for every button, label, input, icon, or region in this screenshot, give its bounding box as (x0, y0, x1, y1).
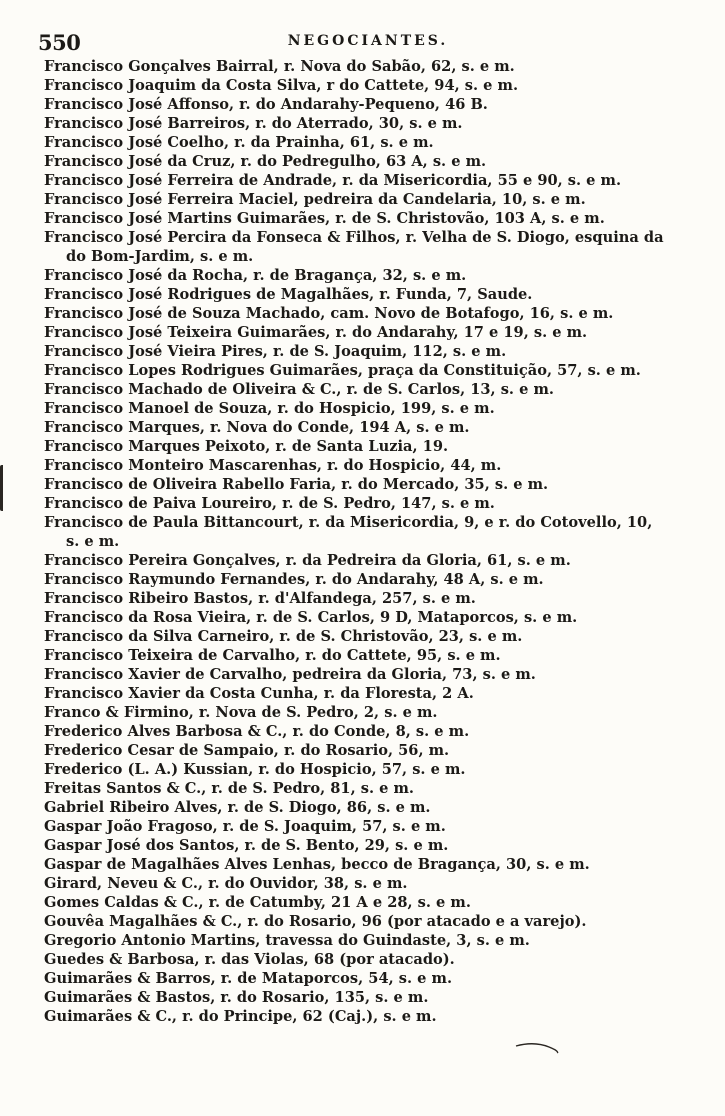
page-header (38, 30, 698, 55)
directory-entry-list (44, 57, 694, 1026)
directory-entry: Francisco Lopes Rodrigues Guimarães, praça da Constituição, 57, s. e m. (44, 362, 641, 379)
directory-entry: Francisco José da Cruz, r. do Pedregulho, 63 A, s. e m. (44, 153, 487, 170)
directory-entry: Francisco Raymundo Fernandes, r. do Andarahy, 48 A, s. e m. (44, 571, 544, 588)
directory-entry: Frederico (L. A.) Kussian, r. do Hospicio, 57, s. e m. (44, 761, 466, 778)
directory-entry: Francisco José de Souza Machado, cam. Novo de Botafogo, 16, s. e m. (44, 305, 614, 322)
directory-entry: Francisco Gonçalves Bairral, r. Nova do Sabão, 62, s. e m. (44, 58, 515, 75)
directory-entry: Francisco José Martins Guimarães, r. de S. Christovão, 103 A, s. e m. (44, 210, 605, 227)
directory-entry: Francisco Xavier de Carvalho, pedreira da Gloria, 73, s. e m. (44, 666, 536, 683)
entry-text: Francisco José Percira da Fonseca & Filhos, r. Velha de S. Diogo, esquina da (44, 229, 664, 246)
directory-entry: Gaspar de Magalhães Alves Lenhas, becco de Bragança, 30, s. e m. (44, 856, 590, 873)
directory-entry: Guimarães & C., r. do Principe, 62 (Caj.), s. e m. (44, 1008, 437, 1025)
entry-text: Francisco de Paula Bittancourt, r. da Misericordia, 9, e r. do Cotovello, 10, (44, 514, 653, 531)
entry-continuation: do Bom-Jardim, s. e m. (66, 248, 254, 265)
margin-bracket-mark (0, 465, 9, 511)
directory-entry: Frederico Cesar de Sampaio, r. do Rosario, 56, m. (44, 742, 450, 759)
directory-entry: Francisco José Teixeira Guimarães, r. do Andarahy, 17 e 19, s. e m. (44, 324, 588, 341)
directory-entry: Francisco Machado de Oliveira & C., r. de S. Carlos, 13, s. e m. (44, 381, 554, 398)
directory-entry: Gaspar José dos Santos, r. de S. Bento, 29, s. e m. (44, 837, 449, 854)
directory-entry: Gabriel Ribeiro Alves, r. de S. Diogo, 86, s. e m. (44, 799, 431, 816)
directory-entry: Girard, Neveu & C., r. do Ouvidor, 38, s. e m. (44, 875, 408, 892)
directory-entry: Guedes & Barbosa, r. das Violas, 68 (por atacado). (44, 951, 455, 968)
directory-entry (44, 228, 694, 266)
directory-entry: Francisco José Affonso, r. do Andarahy-Pequeno, 46 B. (44, 96, 488, 113)
directory-entry: Francisco da Rosa Vieira, r. de S. Carlos, 9 D, Mataporcos, s. e m. (44, 609, 578, 626)
directory-entry: Francisco José Barreiros, r. do Aterrado, 30, s. e m. (44, 115, 463, 132)
directory-entry: Francisco Monteiro Mascarenhas, r. do Hospicio, 44, m. (44, 457, 502, 474)
directory-entry: Francisco José da Rocha, r. de Bragança, 32, s. e m. (44, 267, 467, 284)
directory-entry: Gouvêa Magalhães & C., r. do Rosario, 96 (por atacado e a varejo). (44, 913, 587, 930)
entry-continuation: s. e m. (66, 533, 120, 550)
directory-entry: Francisco Xavier da Costa Cunha, r. da Floresta, 2 A. (44, 685, 474, 702)
directory-entry: Francisco Marques Peixoto, r. de Santa Luzia, 19. (44, 438, 449, 455)
directory-entry: Guimarães & Bastos, r. do Rosario, 135, s. e m. (44, 989, 429, 1006)
directory-entry: Guimarães & Barros, r. de Mataporcos, 54, s. e m. (44, 970, 453, 987)
directory-entry: Francisco Pereira Gonçalves, r. da Pedreira da Gloria, 61, s. e m. (44, 552, 571, 569)
directory-entry: Francisco José Coelho, r. da Prainha, 61, s. e m. (44, 134, 434, 151)
directory-entry: Frederico Alves Barbosa & C., r. do Conde, 8, s. e m. (44, 723, 470, 740)
directory-entry: Francisco Marques, r. Nova do Conde, 194 A, s. e m. (44, 419, 470, 436)
directory-entry: Gomes Caldas & C., r. de Catumby, 21 A e 28, s. e m. (44, 894, 471, 911)
directory-entry: Francisco Teixeira de Carvalho, r. do Cattete, 95, s. e m. (44, 647, 501, 664)
directory-entry: Francisco da Silva Carneiro, r. de S. Christovão, 23, s. e m. (44, 628, 523, 645)
running-head-title: NEGOCIANTES. (287, 33, 449, 49)
directory-entry: Francisco de Oliveira Rabello Faria, r. do Mercado, 35, s. e m. (44, 476, 549, 493)
directory-entry: Francisco Ribeiro Bastos, r. d'Alfandega, 257, s. e m. (44, 590, 476, 607)
directory-entry: Francisco José Ferreira de Andrade, r. da Misericordia, 55 e 90, s. e m. (44, 172, 622, 189)
directory-entry: Francisco José Vieira Pires, r. de S. Joaquim, 112, s. e m. (44, 343, 507, 360)
pen-scribble-mark (515, 1042, 559, 1054)
directory-entry: Francisco Joaquim da Costa Silva, r do Cattete, 94, s. e m. (44, 77, 519, 94)
directory-entry: Freitas Santos & C., r. de S. Pedro, 81, s. e m. (44, 780, 415, 797)
directory-entry: Gregorio Antonio Martins, travessa do Guindaste, 3, s. e m. (44, 932, 530, 949)
directory-entry: Francisco José Rodrigues de Magalhães, r. Funda, 7, Saude. (44, 286, 533, 303)
directory-entry: Franco & Firmino, r. Nova de S. Pedro, 2, s. e m. (44, 704, 438, 721)
directory-entry: Francisco de Paiva Loureiro, r. de S. Pedro, 147, s. e m. (44, 495, 495, 512)
directory-entry (44, 513, 694, 551)
page-number: 550 (38, 30, 81, 55)
directory-entry: Francisco Manoel de Souza, r. do Hospicio, 199, s. e m. (44, 400, 495, 417)
directory-entry: Francisco José Ferreira Maciel, pedreira da Candelaria, 10, s. e m. (44, 191, 586, 208)
directory-entry: Gaspar João Fragoso, r. de S. Joaquim, 57, s. e m. (44, 818, 446, 835)
